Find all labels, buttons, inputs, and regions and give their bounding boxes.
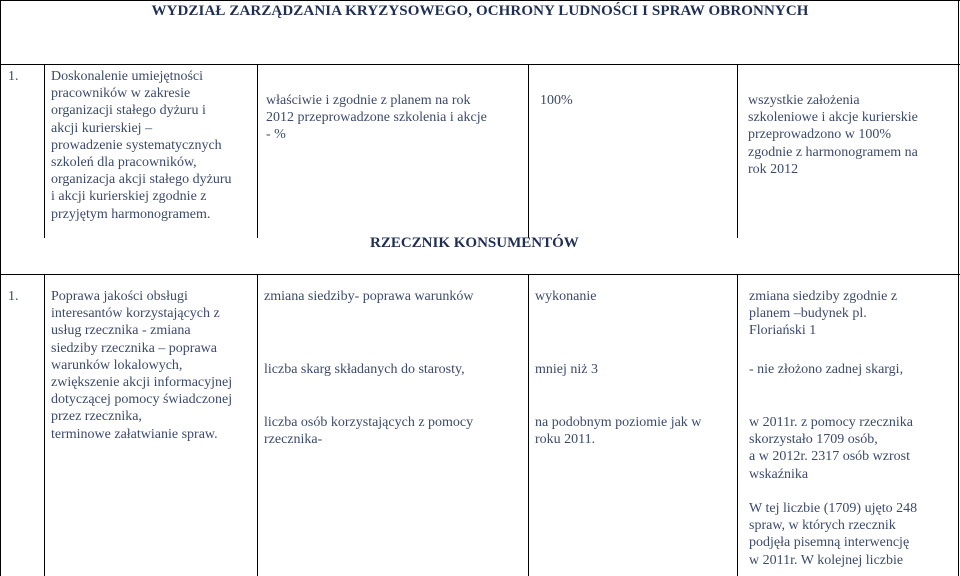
section-title-consumer-ombudsman: RZECZNIK KONSUMENTÓW <box>370 235 579 251</box>
row2-target-1: wykonanie <box>535 289 597 304</box>
row2-divider-4 <box>737 274 738 576</box>
row2-result-3: w 2011r. z pomocy rzecznika skorzystało 1709 osób, a w 2012r. 2317 osób wzrost wskaźnika <box>749 415 913 482</box>
row1-task: Doskonalenie umiejętności pracowników w zakresie organizacji stałego dyżuru i akcji kurierskiej – prowadzenie systematycznych szkoleń dla pracowników, organizacja akcji stałego dyżuru i akcji kurierskiej zgodnie z przyjętym harmonogramem. <box>51 69 232 222</box>
row2-result-2: - nie złożono zadnej skargi, <box>749 362 904 377</box>
row2-measure-1: zmiana siedziby- poprawa warunków <box>264 289 474 304</box>
row1-measure: właściwie i zgodnie z planem na rok 2012 przeprowadzone szkolenia i akcje - % <box>266 93 487 143</box>
row1-number: 1. <box>8 69 19 84</box>
row1-divider-3 <box>528 64 529 238</box>
row2-result-4: W tej liczbie (1709) ujęto 248 spraw, w których rzecznik podjęła pisemną interwencję w 2011r. W kolejnej liczbie <box>749 501 918 568</box>
table-border-top <box>0 0 960 1</box>
row1-divider-1 <box>44 64 45 238</box>
row2-measure-2: liczba skarg składanych do starosty, <box>264 362 465 377</box>
row1-divider-4 <box>737 64 738 238</box>
row2-divider-1 <box>44 274 45 576</box>
row1-bottom-rule <box>0 274 960 275</box>
row1-target: 100% <box>540 93 573 108</box>
row2-number: 1. <box>8 289 19 304</box>
department-title: WYDZIAŁ ZARZĄDZANIA KRYZYSOWEGO, OCHRONY LUDNOŚCI I SPRAW OBRONNYCH <box>151 3 809 19</box>
row2-target-2: mniej niż 3 <box>535 362 598 377</box>
row1-divider-2 <box>257 64 258 238</box>
header-bottom-rule <box>0 64 960 65</box>
table-border-left <box>0 0 1 576</box>
row2-target-3: na podobnym poziomie jak w roku 2011. <box>535 415 702 448</box>
row2-divider-3 <box>528 274 529 576</box>
row2-measure-3: liczba osób korzystających z pomocy rzecznika- <box>264 415 474 448</box>
table-border-right <box>958 0 959 576</box>
row2-task: Poprawa jakości obsługi interesantów korzystających z usług rzecznika - zmiana siedziby rzecznika – poprawa warunków lokalowych, zwiększenie akcji informacyjnej dotyczącej pomocy świadczonej przez rzecznika, terminowe załatwianie spraw. <box>51 289 233 442</box>
row2-divider-2 <box>257 274 258 576</box>
row2-result-1: zmiana siedziby zgodnie z planem –budynek pl. Floriański 1 <box>749 289 898 339</box>
row1-result: wszystkie założenia szkoleniowe i akcje kurierskie przeprowadzono w 100% zgodnie z harmonogramem na rok 2012 <box>748 93 918 177</box>
